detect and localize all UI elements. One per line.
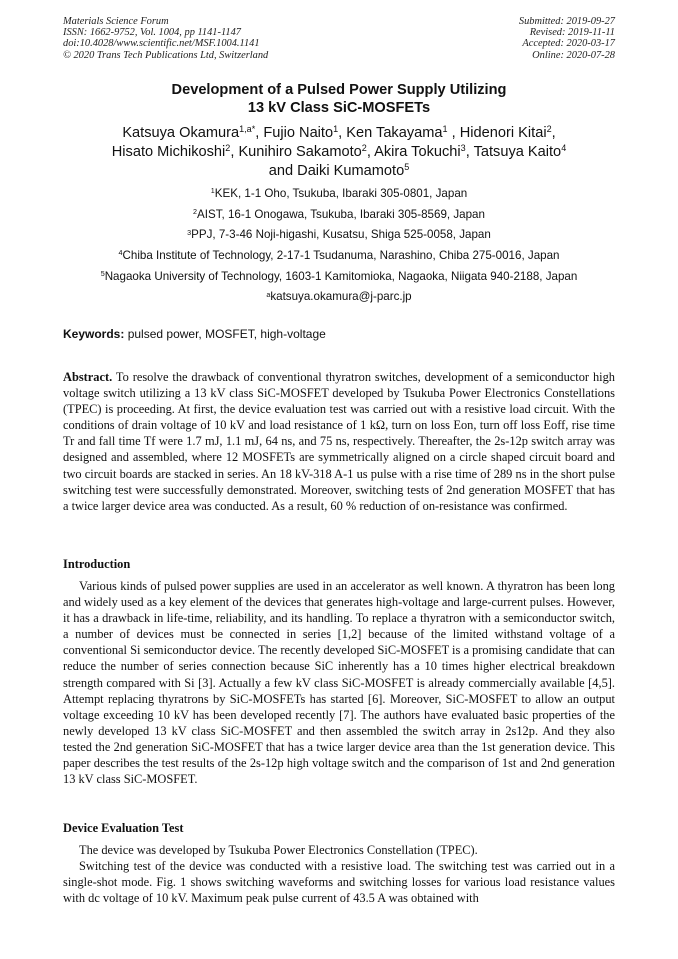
author-affil-mark: 1: [333, 124, 339, 135]
abstract-label: Abstract.: [63, 370, 113, 384]
date-submitted: Submitted: 2019-09-27: [518, 16, 615, 27]
affiliation-mark: 5: [100, 269, 105, 279]
author-name: Katsuya Okamura: [122, 125, 240, 141]
author-line-2: [0, 143, 678, 162]
author-separator: ,: [465, 144, 474, 160]
author-name: Fujio Naito: [263, 125, 334, 141]
author-affil-mark: 2: [361, 143, 367, 154]
journal-issn: ISSN: 1662-9752, Vol. 1004, pp 1141-1147: [63, 27, 241, 39]
affiliation-text: PPJ, 7-3-46 Noji-higashi, Kusatsu, Shiga 525-0058, Japan: [191, 228, 491, 242]
date-online: Online: 2020-07-28: [532, 49, 615, 61]
affiliation-list: [0, 184, 678, 308]
author-affil-mark: 1,a*: [239, 124, 256, 135]
date-accepted: Accepted: 2020-03-17: [522, 38, 615, 50]
device-test-heading: Device Evaluation Test: [63, 821, 184, 835]
affiliation-text: Chiba Institute of Technology, 2-17-1 Tsudanuma, Narashino, Chiba 275-0016, Japan: [122, 249, 560, 263]
affiliation-mark: a: [266, 289, 271, 299]
keywords-label: Keywords:: [63, 327, 125, 341]
journal-info: [63, 16, 268, 61]
author-name: Akira Tokuchi: [374, 144, 461, 160]
author-name: Hidenori Kitai: [459, 125, 547, 141]
author-name: Daiki Kumamoto: [297, 163, 405, 179]
author-affil-mark: 5: [404, 162, 410, 173]
author-affil-mark: 3: [460, 143, 466, 154]
affiliation-mark: 2: [193, 207, 198, 217]
author-line-3: [0, 162, 678, 181]
affiliation-mark: 3: [187, 227, 192, 237]
affiliation-text: KEK, 1-1 Oho, Tsukuba, Ibaraki 305-0801, Japan: [214, 187, 468, 200]
journal-copyright: © 2020 Trans Tech Publications Ltd, Switzerland: [63, 49, 269, 61]
keywords: [63, 327, 326, 341]
author-affil-mark: 2: [546, 124, 552, 135]
author-separator: ,: [338, 125, 347, 141]
device-test-paragraph: The device was developed by Tsukuba Power Electronics Constellation (TPEC).: [79, 843, 478, 857]
title-line-2: 13 kV Class SiC-MOSFETs: [247, 99, 431, 116]
author-affil-mark: 1: [442, 124, 448, 135]
date-revised: Revised: 2019-11-11: [529, 27, 615, 39]
paper-title: [0, 82, 678, 117]
author-line-1: [0, 124, 678, 143]
journal-doi: doi:10.4028/www.scientific.net/MSF.1004.1141: [63, 38, 260, 50]
author-separator: ,: [230, 144, 239, 160]
title-line-1: Development of a Pulsed Power Supply Utilizing: [171, 82, 507, 98]
author-name: Ken Takayama: [346, 125, 443, 141]
author-separator: ,: [255, 125, 264, 141]
affiliation-text: AIST, 16-1 Onogawa, Tsukuba, Ibaraki 305-8569, Japan: [197, 207, 485, 221]
author-conjunction: and: [268, 163, 294, 179]
journal-name: Materials Science Forum: [63, 16, 169, 27]
affiliation-text: Nagaoka University of Technology, 1603-1 Kamitomioka, Nagaoka, Niigata 940-2188, Japan: [104, 269, 578, 283]
author-affil-mark: 4: [561, 143, 567, 154]
affiliation: [0, 184, 678, 205]
author-name: Tatsuya Kaito: [473, 144, 562, 160]
keywords-text: pulsed power, MOSFET, high-voltage: [124, 327, 326, 341]
abstract: [63, 369, 615, 514]
affiliation-mark: 1: [210, 186, 215, 196]
device-test-paragraph: Switching test of the device was conducted with a resistive load. The switching test was carried out in a single-shot mode. Fig. 1 shows switching waveforms and switching losses for various load resistance values with dc voltage of 10 kV. Maximum peak pulse current of 43.5 A was obtained with: [63, 859, 615, 906]
affiliation-email: [0, 287, 678, 308]
introduction-paragraph: Various kinds of pulsed power supplies are used in an accelerator as well known. A thyratron has been long and widely used as a key element of the devices that generates high-voltage and large-current pulses. However, it has a drawback in life-time, reliability, and its handling. To replace a thyratron with a semiconductor switch, a number of devices must be connected in series [1,2] because of the limited withstand voltage of a conventional Si semiconductor device. The recently developed SiC-MOSFET is a promising candidate that can reduce the number of series connection because SiC inherently has a 10 times higher electrical breakdown strength compared with Si [3]. Actually a few kV class SiC-MOSFET is already commercially available [4,5]. Attempt replacing thyratrons by SiC-MOSFETs has started [6]. Moreover, SiC-MOSFET to allow an output voltage exceeding 10 kV has been developed recently [7]. The authors have evaluated basic properties of the newly developed 13 kV class SiC-MOSFET and then assembled the switch array in 2s12p. And they also tested the 2nd generation SiC-MOSFET that has a twice larger device area than the 1st generation device. This paper describes the test results of the 2s-12p high voltage switch and the comparison of 1st and 2nd generation 13 kV class SiC-MOSFET.: [63, 579, 615, 787]
affiliation: [0, 246, 678, 267]
author-list: [0, 124, 678, 181]
affiliation: [0, 205, 678, 226]
author-name: Kunihiro Sakamoto: [238, 144, 362, 160]
publication-dates: [519, 16, 615, 61]
email-address[interactable]: katsuya.okamura@j-parc.jp: [270, 290, 412, 304]
affiliation: [0, 267, 678, 288]
device-test-body: [63, 842, 615, 906]
author-name: Hisato Michikoshi: [111, 144, 226, 160]
introduction-heading: Introduction: [63, 557, 131, 571]
abstract-text: To resolve the drawback of conventional thyratron switches, development of a semiconductor high voltage switch utilizing a 13 kV class SiC-MOSFET developed by Tsukuba Power Electronics Constellations (TPEC) is proceeding. At first, the device evaluation test was carried out with a resistive load circuit. With the conditions of drain voltage of 10 kV and load resistance of 1 kΩ, turn on loss Eon, turn off loss Eoff, rise time Tr and fall time Tf were 1.7 mJ, 1.1 mJ, 64 ns, and 75 ns, respectively. Thereafter, the 2s-12p switch array was designed and assembled, where 12 MOSFETs are symmetrically aligned on a circle shaped circuit board and two circuit boards are stacked in series. An 18 kV-318 A-1 us pulse with a rise time of 289 ns in the short pulse switching test were successfully demonstrated. Moreover, switching tests of 2nd generation MOSFET that has a twice larger device area was conducted. As a result, 60 % reduction of on-resistance was confirmed.: [63, 370, 615, 513]
introduction-body: [63, 578, 615, 787]
author-separator: ,: [366, 144, 375, 160]
affiliation: [0, 225, 678, 246]
author-separator: ,: [551, 125, 556, 141]
author-affil-mark: 2: [225, 143, 231, 154]
affiliation-mark: 4: [118, 248, 123, 258]
author-separator: ,: [447, 125, 460, 141]
